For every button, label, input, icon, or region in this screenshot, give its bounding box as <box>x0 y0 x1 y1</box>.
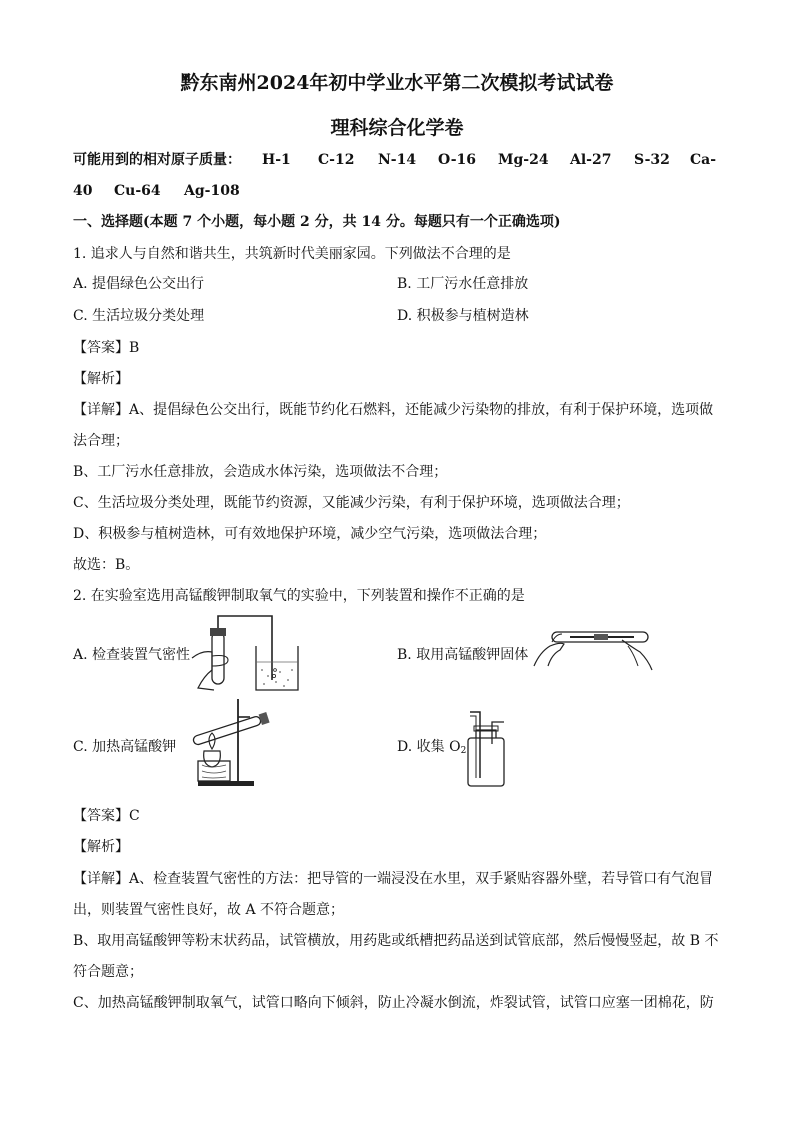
q1-analysis-label: 【解析】 <box>73 371 129 387</box>
mass-item: S-32 <box>634 152 670 168</box>
question-2-stem: 2. 在实验室选用高锰酸钾制取氧气的实验中，下列装置和操作不正确的是 <box>73 588 525 604</box>
q2-detail-line: C、加热高锰酸钾制取氧气，试管口略向下倾斜，防止冷凝水倒流，炸裂试管，试管口应塞一团棉花，防 <box>73 995 714 1011</box>
q2-detail-line: 符合题意； <box>73 964 143 980</box>
mass-item: C-12 <box>318 152 355 168</box>
heating-apparatus-figure <box>184 695 274 789</box>
mass-item: O-16 <box>438 152 477 168</box>
q2-option-d-subscript: 2 <box>460 746 467 756</box>
section-heading: 一、选择题(本题 7 个小题，每小题 2 分，共 14 分。每题只有一个正确选项) <box>73 214 561 230</box>
atomic-masses-label: 可能用到的相对原子质量： <box>73 152 241 168</box>
q2-option-d-text: D. 收集 O <box>397 739 461 755</box>
q1-option-d: D. 积极参与植树造林 <box>397 308 529 324</box>
q1-detail-line: C、生活垃圾分类处理，既能节约资源，又能减少污染，有利于保护环境，选项做法合理； <box>73 495 630 511</box>
q1-detail-line: D、积极参与植树造林，可有效地保护环境，减少空气污染，选项做法合理； <box>73 526 547 542</box>
q1-detail-line: B、工厂污水任意排放，会造成水体污染，选项做法不合理； <box>73 464 448 480</box>
q2-option-b: B. 取用高锰酸钾固体 <box>397 647 529 663</box>
q2-option-d <box>397 737 466 761</box>
q1-option-b: B. 工厂污水任意排放 <box>397 276 529 292</box>
mass-item: 40 <box>73 183 93 199</box>
q1-detail-line: 故选：B。 <box>73 557 140 573</box>
q2-answer: 【答案】C <box>73 808 140 824</box>
mass-item: Ag-108 <box>184 183 240 199</box>
mass-item: Mg-24 <box>498 152 549 168</box>
question-1-stem: 1. 追求人与自然和谐共生，共筑新时代美丽家园。下列做法不合理的是 <box>73 246 511 262</box>
q2-detail-line: 【详解】A、检查装置气密性的方法：把导管的一端浸没在水里，双手紧贴容器外壁，若导管口有气泡冒 <box>73 871 714 887</box>
q1-option-a: A. 提倡绿色公交出行 <box>73 276 205 292</box>
mass-item: Cu-64 <box>114 183 161 199</box>
q1-detail-line: 法合理； <box>73 433 129 449</box>
mass-item: Al-27 <box>570 152 612 168</box>
mass-item: N-14 <box>378 152 417 168</box>
page-title: 黔东南州2024年初中学业水平第二次模拟考试试卷 <box>180 72 614 94</box>
q2-option-a: A. 检查装置气密性 <box>73 647 191 663</box>
gas-collection-bottle-figure <box>462 704 510 790</box>
q2-detail-line: 出，则装置气密性良好，故 A 不符合题意； <box>73 902 345 918</box>
page-subtitle: 理科综合化学卷 <box>330 117 464 139</box>
q2-detail-line: B、取用高锰酸钾等粉末状药品，试管横放，用药匙或纸槽把药品送到试管底部，然后慢慢竖起，故 B 不 <box>73 933 719 949</box>
q1-option-c: C. 生活垃圾分类处理 <box>73 308 205 324</box>
mass-item: H-1 <box>262 152 291 168</box>
q2-analysis-label: 【解析】 <box>73 839 129 855</box>
q2-option-c: C. 加热高锰酸钾 <box>73 739 177 755</box>
solid-sampling-figure <box>530 622 656 674</box>
airtightness-check-figure <box>188 610 308 696</box>
q1-detail-line: 【详解】A、提倡绿色公交出行，既能节约化石燃料，还能减少污染物的排放，有利于保护环境，选项做 <box>73 402 714 418</box>
mass-item: Ca- <box>690 152 717 168</box>
q1-answer: 【答案】B <box>73 340 140 356</box>
